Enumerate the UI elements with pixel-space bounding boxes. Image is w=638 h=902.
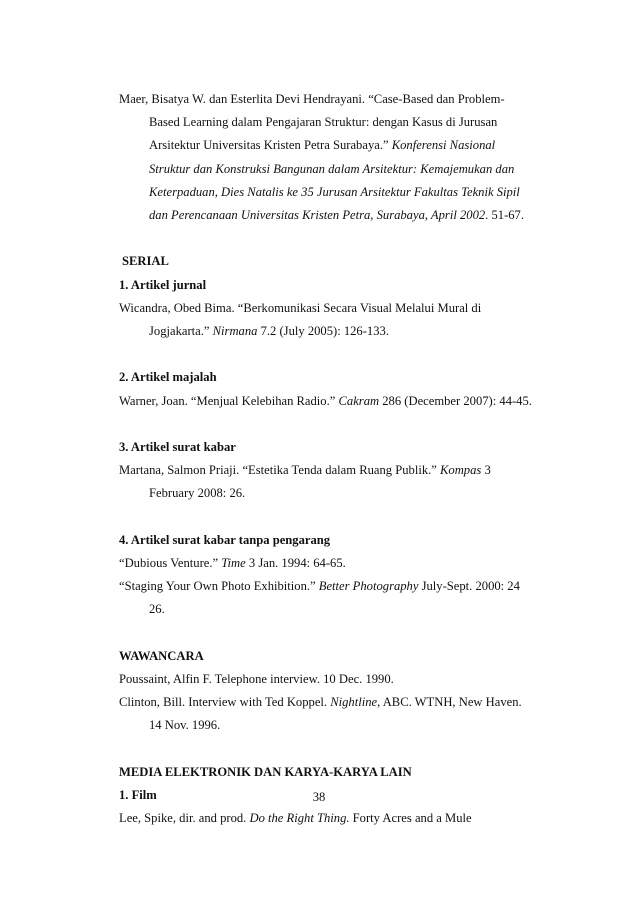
entry-text: Jogjakarta.” <box>149 324 213 339</box>
spacer <box>119 227 549 250</box>
entry-text: Forty Acres and a Mule <box>349 811 472 826</box>
entry-text: Arsitektur Universitas Kristen Petra Surabaya.” <box>149 138 392 153</box>
entry-title-italic: Time <box>221 556 246 570</box>
entry-text: “Dubious Venture.” <box>119 556 222 570</box>
entry-line <box>119 158 549 181</box>
section-heading-wawancara: WAWANCARA <box>119 648 204 663</box>
entry-title-italic: Nirmana <box>212 324 258 339</box>
entry-title-italic: Do the Right Thing. <box>249 811 350 826</box>
entry-text: , <box>370 208 377 223</box>
entry-text: 3 Jan. 1994: 64-65. <box>245 556 346 570</box>
entry-text: 3 <box>481 463 491 478</box>
entry-title-italic: Keterpaduan, Dies Natalis ke 35 Jurusan Arsitektur Fakultas Teknik Sipil <box>149 184 520 199</box>
entry-line <box>119 204 549 227</box>
entry-line <box>119 390 549 413</box>
page-number: 38 <box>312 790 326 804</box>
section-heading-serial: SERIAL <box>122 254 169 269</box>
spacer <box>119 413 549 436</box>
entry-title-italic: Surabaya, April 2002 <box>376 208 486 223</box>
bib-entry-maer <box>119 88 549 227</box>
entry-line <box>119 691 549 714</box>
entry-text: 286 (December 2007): 44-45. <box>379 393 532 408</box>
bib-entry-wicandra <box>119 297 549 343</box>
spacer <box>119 506 549 529</box>
subheading-artikel-tanpa-pengarang: 4. Artikel surat kabar tanpa pengarang <box>119 532 331 547</box>
entry-line <box>119 552 549 575</box>
subheading-artikel-jurnal: 1. Artikel jurnal <box>119 277 207 292</box>
spacer <box>119 622 549 645</box>
entry-text: ABC. WTNH, New Haven. <box>380 695 522 710</box>
entry-line: Based Learning dalam Pengajaran Struktur: dengan Kasus di Jurusan <box>149 115 498 130</box>
spacer <box>119 738 549 761</box>
entry-text: Clinton, Bill. Interview with Ted Koppel. <box>119 695 331 710</box>
bib-entry-lee <box>119 807 549 830</box>
entry-title-italic: Konferensi Nasional <box>391 138 496 153</box>
entry-line: Wicandra, Obed Bima. “Berkomunikasi Secara Visual Melalui Mural di <box>119 300 482 315</box>
entry-text: . 51-67. <box>485 208 524 223</box>
entry-text: Martana, Salmon Priaji. “Estetika Tenda dalam Ruang Publik.” <box>119 463 441 478</box>
entry-line: Maer, Bisatya W. dan Esterlita Devi Hendrayani. “Case-Based dan Problem- <box>119 92 505 106</box>
bibliography-content <box>119 88 549 830</box>
entry-text: July-Sept. 2000: 24 <box>418 579 520 594</box>
spacer <box>119 343 549 366</box>
entry-line: Poussaint, Alfin F. Telephone interview. 10 Dec. 1990. <box>119 672 394 686</box>
bib-entry-martana <box>119 459 549 505</box>
entry-line: 26. <box>149 602 165 617</box>
entry-line <box>119 181 549 204</box>
entry-line <box>119 320 549 343</box>
entry-text: Lee, Spike, dir. and prod. <box>119 811 250 826</box>
entry-title-italic: Cakram <box>338 393 380 408</box>
entry-text: 7.2 (July 2005): 126-133. <box>257 324 389 339</box>
entry-title-italic: Struktur dan Konstruksi Bangunan dalam Arsitektur: Kemajemukan dan <box>149 161 515 176</box>
entry-title-italic: Nightline, <box>330 695 381 710</box>
entry-line <box>119 575 549 598</box>
entry-line <box>119 134 549 157</box>
entry-line <box>119 459 549 482</box>
bib-entry-dubious <box>119 552 549 575</box>
entry-text: Warner, Joan. “Menjual Kelebihan Radio.” <box>119 393 339 408</box>
entry-title-italic: Better Photography <box>318 579 419 594</box>
bib-entry-clinton <box>119 691 549 737</box>
bib-entry-staging <box>119 575 549 621</box>
section-heading-media: MEDIA ELEKTRONIK DAN KARYA-KARYA LAIN <box>119 764 412 779</box>
entry-line <box>119 807 549 830</box>
bib-entry-warner <box>119 390 549 413</box>
subheading-artikel-surat-kabar: 3. Artikel surat kabar <box>119 440 236 454</box>
entry-line: 14 Nov. 1996. <box>149 718 221 733</box>
entry-title-italic: Kompas <box>440 463 482 478</box>
subheading-film: 1. Film <box>119 788 157 802</box>
entry-line: February 2008: 26. <box>149 486 246 501</box>
entry-text: “Staging Your Own Photo Exhibition.” <box>119 579 319 594</box>
entry-title-italic: dan Perencanaan Universitas Kristen Petra <box>149 208 371 223</box>
bib-entry-poussaint <box>119 668 549 691</box>
subheading-artikel-majalah: 2. Artikel majalah <box>119 370 217 385</box>
